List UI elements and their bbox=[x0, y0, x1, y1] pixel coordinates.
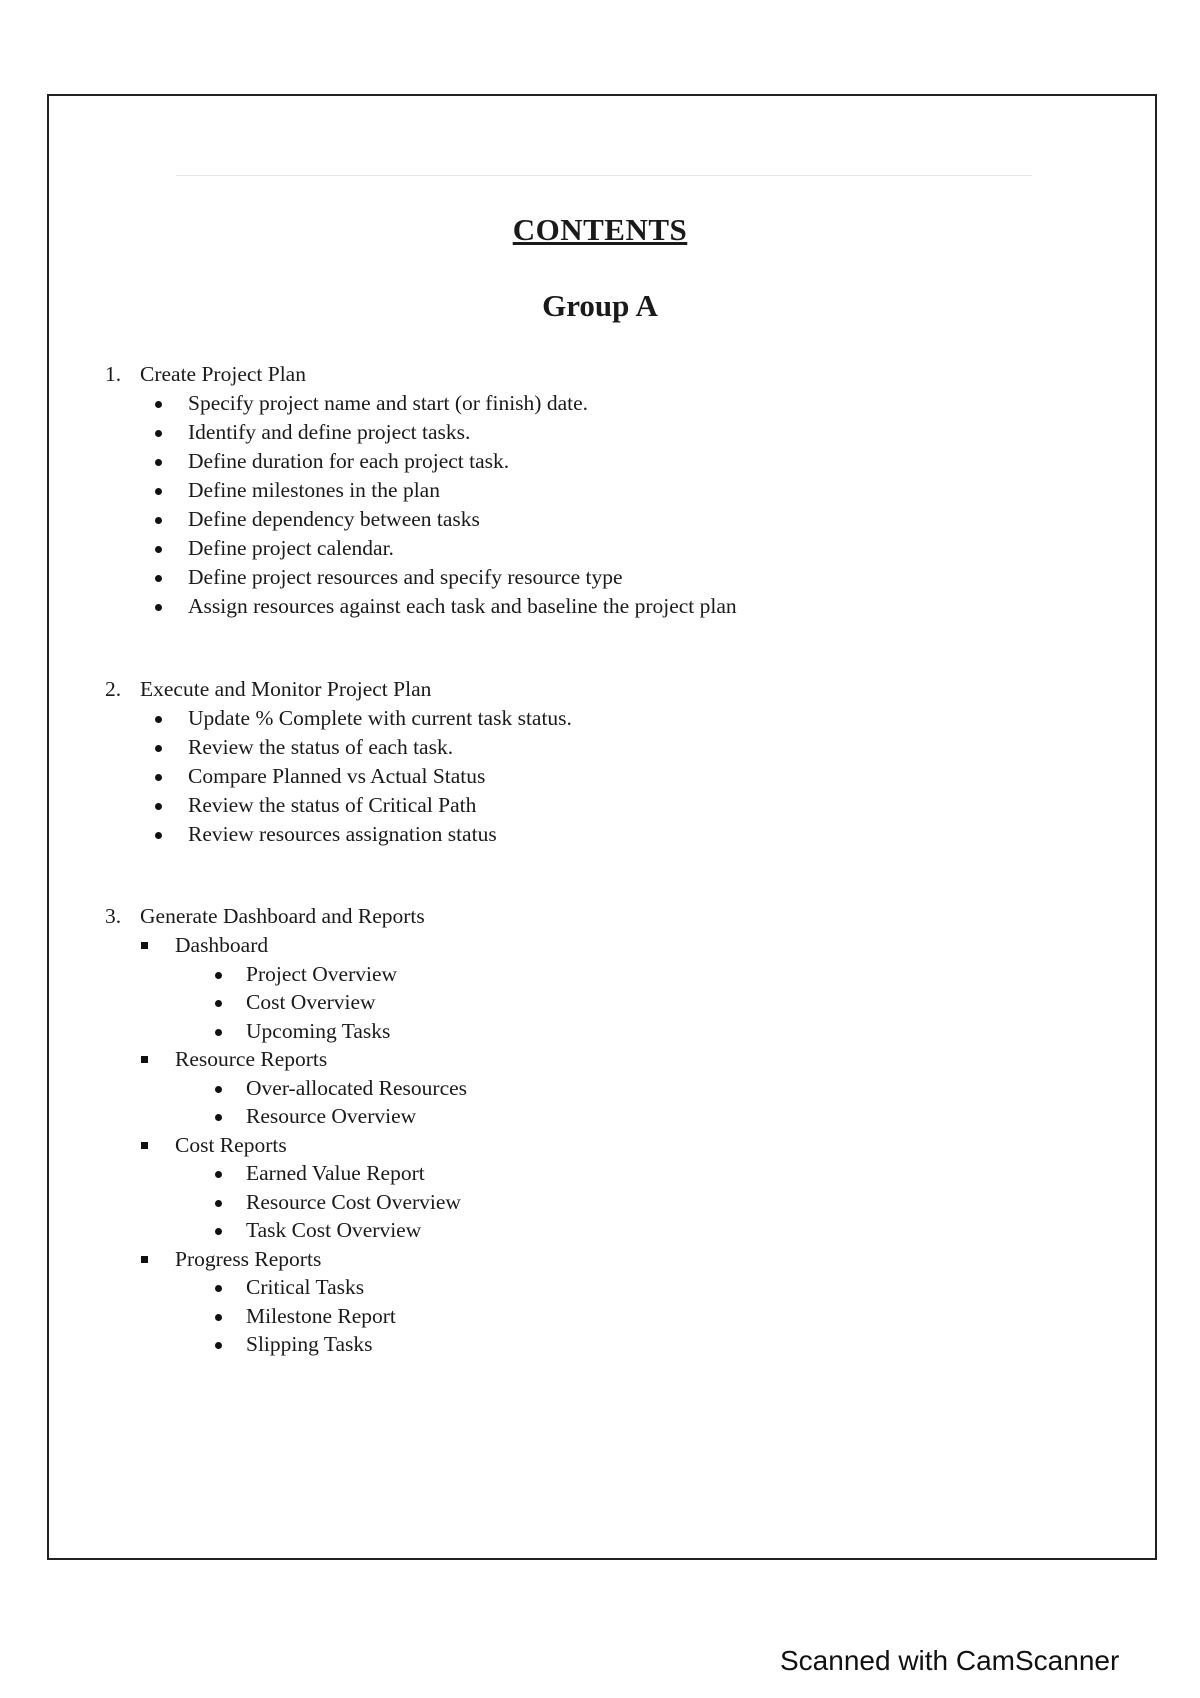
bullet-icon bbox=[155, 488, 162, 495]
list-item: Identify and define project tasks. bbox=[105, 418, 737, 447]
bullet-icon bbox=[155, 832, 162, 839]
top-divider bbox=[176, 175, 1032, 176]
bullet-icon bbox=[155, 774, 162, 781]
bullet-icon bbox=[155, 803, 162, 810]
sub-bullet-list bbox=[105, 1273, 467, 1359]
list-item: Define milestones in the plan bbox=[105, 476, 737, 505]
report-group-heading: Dashboard bbox=[105, 931, 467, 960]
list-item: Critical Tasks bbox=[105, 1273, 467, 1302]
bullet-icon bbox=[155, 459, 162, 466]
bullet-list bbox=[105, 389, 737, 621]
sub-bullet-list bbox=[105, 960, 467, 1046]
list-item: Slipping Tasks bbox=[105, 1330, 467, 1359]
list-item: Resource Cost Overview bbox=[105, 1188, 467, 1217]
list-item: Resource Overview bbox=[105, 1102, 467, 1131]
bullet-icon bbox=[155, 604, 162, 611]
list-item: Update % Complete with current task status. bbox=[105, 704, 572, 733]
list-item: Define project calendar. bbox=[105, 534, 737, 563]
section-heading: Create Project Plan bbox=[140, 362, 306, 386]
square-bullet-icon bbox=[141, 942, 148, 949]
list-item: Upcoming Tasks bbox=[105, 1017, 467, 1046]
list-item: Compare Planned vs Actual Status bbox=[105, 762, 572, 791]
list-item: Task Cost Overview bbox=[105, 1216, 467, 1245]
section-2 bbox=[105, 675, 572, 849]
scanner-watermark: Scanned with CamScanner bbox=[780, 1645, 1120, 1676]
bullet-icon bbox=[215, 1171, 222, 1178]
sub-bullet-list bbox=[105, 1074, 467, 1131]
list-item: Define project resources and specify resource type bbox=[105, 563, 737, 592]
section-number: 2. bbox=[105, 677, 122, 701]
section-1 bbox=[105, 360, 737, 621]
list-item: Define duration for each project task. bbox=[105, 447, 737, 476]
list-item: Over-allocated Resources bbox=[105, 1074, 467, 1103]
bullet-icon bbox=[155, 546, 162, 553]
list-item: Assign resources against each task and baseline the project plan bbox=[105, 592, 737, 621]
square-bullet-icon bbox=[141, 1056, 148, 1063]
bullet-icon bbox=[215, 1342, 222, 1349]
list-item: Earned Value Report bbox=[105, 1159, 467, 1188]
square-bullet-icon bbox=[141, 1256, 148, 1263]
list-item: Define dependency between tasks bbox=[105, 505, 737, 534]
bullet-icon bbox=[215, 1000, 222, 1007]
section-3 bbox=[105, 902, 467, 1359]
bullet-icon bbox=[215, 1285, 222, 1292]
bullet-icon bbox=[215, 1086, 222, 1093]
bullet-icon bbox=[155, 401, 162, 408]
bullet-icon bbox=[155, 517, 162, 524]
report-group-heading: Cost Reports bbox=[105, 1131, 467, 1160]
bullet-icon bbox=[155, 575, 162, 582]
bullet-icon bbox=[215, 1200, 222, 1207]
section-number: 3. bbox=[105, 904, 122, 928]
bullet-icon bbox=[215, 1314, 222, 1321]
list-item: Milestone Report bbox=[105, 1302, 467, 1331]
bullet-icon bbox=[155, 745, 162, 752]
list-item: Review the status of each task. bbox=[105, 733, 572, 762]
list-item: Review the status of Critical Path bbox=[105, 791, 572, 820]
section-heading: Execute and Monitor Project Plan bbox=[140, 677, 432, 701]
group-title: Group A bbox=[542, 288, 658, 323]
list-item: Review resources assignation status bbox=[105, 820, 572, 849]
list-item: Specify project name and start (or finish) date. bbox=[105, 389, 737, 418]
contents-title: CONTENTS bbox=[512, 212, 688, 247]
bullet-icon bbox=[215, 1029, 222, 1036]
list-item: Project Overview bbox=[105, 960, 467, 989]
list-item: Cost Overview bbox=[105, 988, 467, 1017]
bullet-icon bbox=[155, 430, 162, 437]
report-group-heading: Resource Reports bbox=[105, 1045, 467, 1074]
square-bullet-icon bbox=[141, 1142, 148, 1149]
bullet-icon bbox=[215, 1114, 222, 1121]
report-group-heading: Progress Reports bbox=[105, 1245, 467, 1274]
sub-bullet-list bbox=[105, 1159, 467, 1245]
bullet-icon bbox=[215, 972, 222, 979]
section-heading: Generate Dashboard and Reports bbox=[140, 904, 425, 928]
bullet-icon bbox=[155, 716, 162, 723]
bullet-icon bbox=[215, 1228, 222, 1235]
bullet-list bbox=[105, 704, 572, 849]
section-number: 1. bbox=[105, 362, 122, 386]
